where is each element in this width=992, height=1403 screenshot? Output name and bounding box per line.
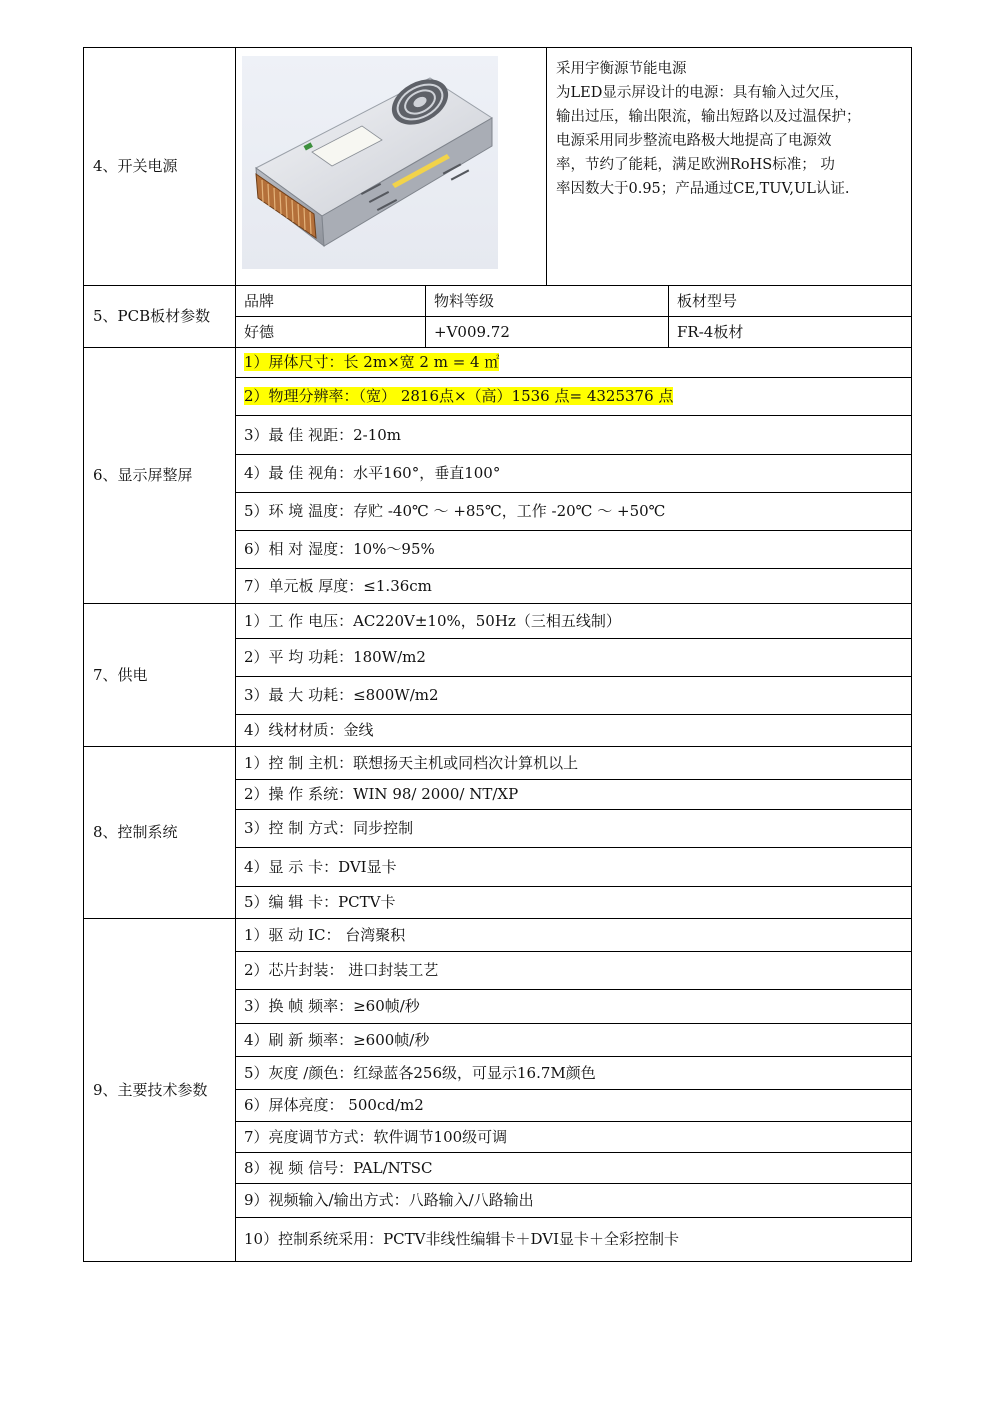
control-label: 8、控制系统 <box>84 747 236 919</box>
psu-desc-line: 率因数大于0.95；产品通过CE,TUV,UL认证. <box>556 180 850 197</box>
power-label: 7、供电 <box>84 604 236 747</box>
psu-desc-line: 输出过压，输出限流，输出短路以及过温保护； <box>556 108 861 125</box>
pcb-value-grade: +V009.72 <box>426 317 669 348</box>
tech-item: 1）驱 动 IC： 台湾聚积 <box>236 919 912 952</box>
screen-row <box>84 348 912 378</box>
psu-label: 4、开关电源 <box>84 48 236 286</box>
tech-item: 3）换 帧 频率：≥60帧/秒 <box>236 990 912 1024</box>
pcb-header-brand: 品牌 <box>236 286 426 317</box>
psu-row <box>84 48 912 286</box>
tech-item: 7）亮度调节方式：软件调节100级可调 <box>236 1122 912 1153</box>
screen-item: 7）单元板 厚度：≤1.36cm <box>236 569 912 604</box>
tech-item: 4）刷 新 频率：≥600帧/秒 <box>236 1024 912 1057</box>
pcb-value-model: FR-4板材 <box>669 317 912 348</box>
psu-desc-line: 采用宇衡源节能电源 <box>556 61 687 77</box>
pcb-header-model: 板材型号 <box>669 286 912 317</box>
screen-item: 3）最 佳 视距：2-10m <box>236 416 912 455</box>
tech-item: 9）视频输入/输出方式：八路输入/八路输出 <box>236 1184 912 1218</box>
pcb-header-row <box>84 286 912 317</box>
screen-item-text: 1）屏体尺寸：长 2m×宽 2 m = 4 ㎡ <box>244 353 500 372</box>
power-item: 1）工 作 电压：AC220V±10%，50Hz（三相五线制） <box>236 604 912 639</box>
screen-label: 6、显示屏整屏 <box>84 348 236 604</box>
tech-row <box>84 919 912 952</box>
control-item: 5）编 辑 卡：PCTV卡 <box>236 887 912 919</box>
screen-item <box>236 378 912 416</box>
screen-item-text: 2）物理分辨率：（宽） 2816点×（高）1536 点= 4325376 点 <box>244 387 674 406</box>
control-item: 4）显 示 卡：DVI显卡 <box>236 848 912 887</box>
control-row <box>84 747 912 780</box>
power-item: 4）线材材质：金线 <box>236 715 912 747</box>
tech-item: 2）芯片封装： 进口封装工艺 <box>236 952 912 990</box>
psu-desc-line: 率，节约了能耗，满足欧洲RoHS标准； 功 <box>556 156 835 173</box>
psu-image-cell <box>236 48 547 286</box>
screen-item: 6）相 对 湿度：10%～95% <box>236 531 912 569</box>
spec-sheet <box>83 47 911 1262</box>
screen-item: 5）环 境 温度：存贮 -40℃ ～ +85℃，工作 -20℃ ～ +50℃ <box>236 493 912 531</box>
control-item: 2）操 作 系统：WIN 98/ 2000/ NT/XP <box>236 780 912 810</box>
tech-item: 8）视 频 信号：PAL/NTSC <box>236 1153 912 1184</box>
power-supply-icon <box>242 56 498 269</box>
psu-description <box>547 48 912 286</box>
power-row <box>84 604 912 639</box>
control-item: 1）控 制 主机：联想扬天主机或同档次计算机以上 <box>236 747 912 780</box>
psu-desc-line: 电源采用同步整流电路极大地提高了电源效 <box>556 132 832 149</box>
tech-item: 6）屏体亮度： 500cd/m2 <box>236 1090 912 1122</box>
screen-item <box>236 348 912 378</box>
psu-desc-line: 为LED显示屏设计的电源：具有输入过欠压， <box>556 84 849 101</box>
power-supply-photo <box>242 56 498 269</box>
power-item: 3）最 大 功耗：≤800W/m2 <box>236 677 912 715</box>
control-item: 3）控 制 方式：同步控制 <box>236 810 912 848</box>
tech-item: 5）灰度 /颜色：红绿蓝各256级，可显示16.7M颜色 <box>236 1057 912 1090</box>
pcb-label: 5、PCB板材参数 <box>84 286 236 348</box>
power-item: 2）平 均 功耗：180W/m2 <box>236 639 912 677</box>
pcb-header-grade: 物料等级 <box>426 286 669 317</box>
pcb-value-brand: 好德 <box>236 317 426 348</box>
tech-label: 9、主要技术参数 <box>84 919 236 1262</box>
spec-table <box>83 47 912 1262</box>
tech-item: 10）控制系统采用：PCTV非线性编辑卡＋DVI显卡＋全彩控制卡 <box>236 1218 912 1262</box>
screen-item: 4）最 佳 视角：水平160°，垂直100° <box>236 455 912 493</box>
